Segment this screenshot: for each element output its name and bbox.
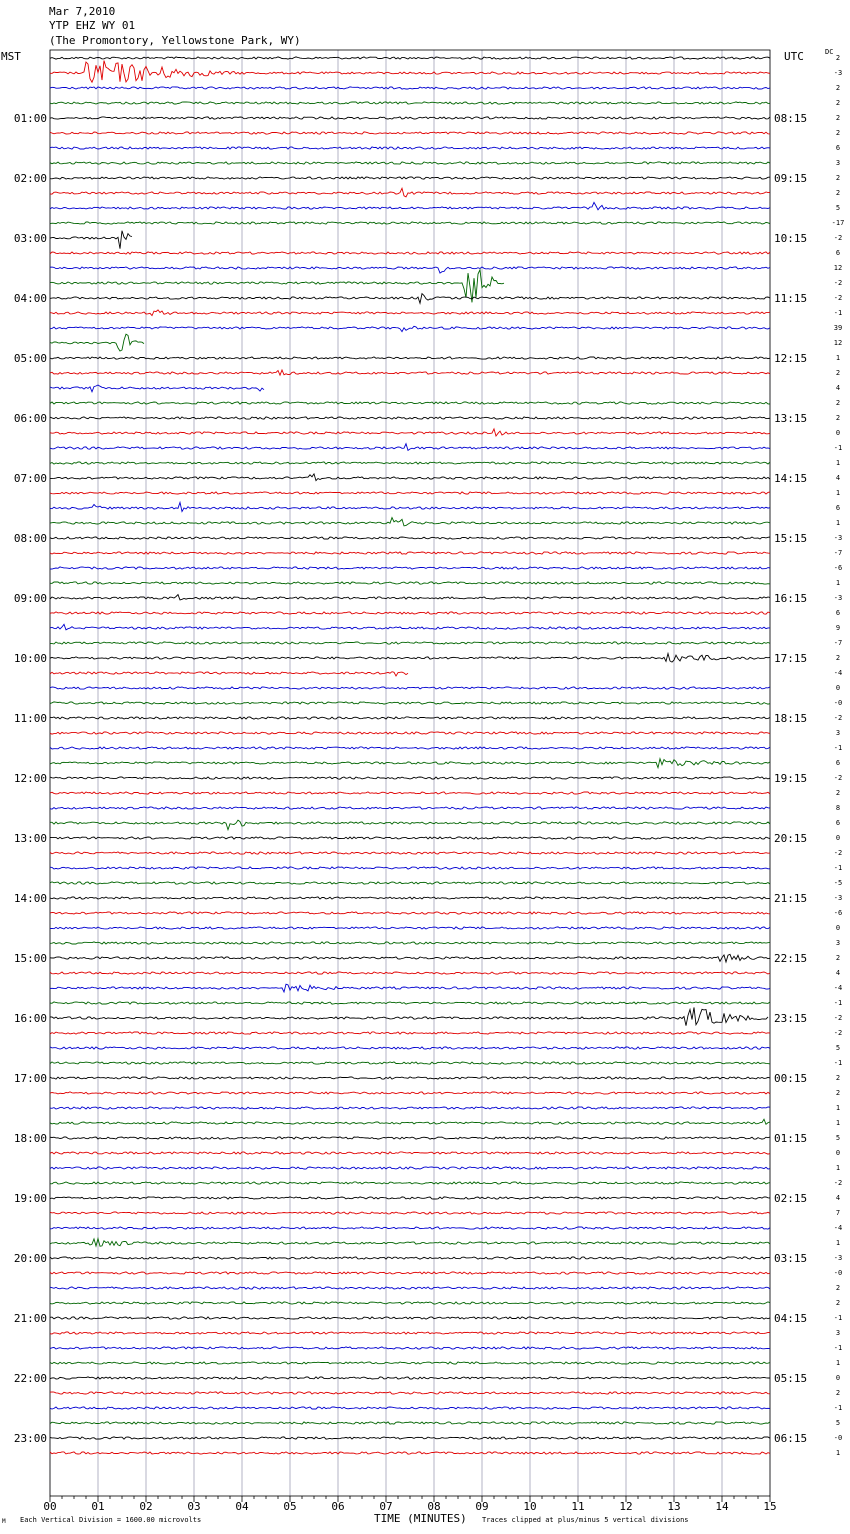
dc-offset-label: 12 xyxy=(833,339,843,347)
seismic-trace xyxy=(50,912,770,914)
seismic-trace xyxy=(50,942,770,944)
seismic-trace xyxy=(50,537,770,539)
seismic-trace xyxy=(50,702,770,704)
dc-offset-label: -6 xyxy=(833,564,843,572)
x-tick-label: 11 xyxy=(571,1500,585,1513)
dc-offset-label: 7 xyxy=(835,1209,841,1217)
dc-offset-label: -0 xyxy=(833,699,843,707)
dc-offset-label: 0 xyxy=(835,684,841,692)
utc-hour-label: 10:15 xyxy=(774,232,808,245)
dc-offset-label: -17 xyxy=(831,219,845,227)
mst-hour-label: 18:00 xyxy=(13,1132,47,1145)
x-tick-label: 13 xyxy=(667,1500,681,1513)
dc-offset-label: -4 xyxy=(833,984,843,992)
seismic-trace xyxy=(50,927,770,929)
dc-offset-label: 1 xyxy=(835,489,841,497)
x-axis-title: TIME (MINUTES) xyxy=(374,1512,467,1525)
seismic-trace xyxy=(50,1332,770,1334)
scale-note: Each Vertical Division = 1600.00 microvolts xyxy=(20,1516,202,1524)
seismic-trace xyxy=(50,462,770,464)
dc-offset-label: 2 xyxy=(835,84,841,92)
seismic-trace xyxy=(50,1392,770,1394)
dc-offset-label: -1 xyxy=(833,999,843,1007)
dc-offset-label: 1 xyxy=(835,1104,841,1112)
seismic-trace xyxy=(50,1167,770,1169)
corner-mark: M xyxy=(2,1518,6,1525)
seismic-trace xyxy=(50,1182,770,1184)
seismic-trace xyxy=(50,984,770,992)
seismic-trace xyxy=(50,1302,770,1304)
dc-offset-label: 6 xyxy=(835,144,841,152)
seismic-trace xyxy=(50,252,770,254)
seismic-trace xyxy=(50,326,770,331)
dc-offset-label: -2 xyxy=(833,849,843,857)
seismic-trace xyxy=(50,61,770,83)
dc-offset-label: 5 xyxy=(835,204,841,212)
dc-offset-label: 0 xyxy=(835,429,841,437)
mst-hour-label: 21:00 xyxy=(13,1312,47,1325)
utc-hour-label: 16:15 xyxy=(774,592,808,605)
dc-offset-label: 3 xyxy=(835,729,841,737)
station-location: (The Promontory, Yellowstone Park, WY) xyxy=(49,34,301,47)
utc-hour-label: 19:15 xyxy=(774,772,808,785)
x-tick-label: 10 xyxy=(523,1500,537,1513)
seismic-trace xyxy=(50,310,770,316)
seismic-trace xyxy=(50,1362,770,1364)
dc-offset-label: 2 xyxy=(835,54,841,62)
seismic-trace xyxy=(50,357,770,359)
x-tick-label: 00 xyxy=(43,1500,57,1513)
dc-offset-label: 2 xyxy=(835,414,841,422)
seismic-trace xyxy=(50,792,770,794)
dc-offset-label: 0 xyxy=(835,924,841,932)
utc-hour-label: 06:15 xyxy=(774,1432,808,1445)
dc-offset-label: 2 xyxy=(835,174,841,182)
seismic-trace xyxy=(50,385,264,392)
seismic-trace xyxy=(50,1227,770,1229)
dc-offset-label: 2 xyxy=(835,789,841,797)
dc-offset-label: 2 xyxy=(835,129,841,137)
utc-hour-label: 02:15 xyxy=(774,1192,808,1205)
dc-offset-label: -5 xyxy=(833,879,843,887)
mst-hour-label: 15:00 xyxy=(13,952,47,965)
seismic-trace xyxy=(50,612,770,614)
dc-offset-label: 2 xyxy=(835,1089,841,1097)
seismic-trace xyxy=(50,582,770,584)
dc-offset-label: 9 xyxy=(835,624,841,632)
dc-offset-label: 1 xyxy=(835,1119,841,1127)
dc-offset-label: 6 xyxy=(835,759,841,767)
dc-offset-label: 1 xyxy=(835,1239,841,1247)
seismic-trace xyxy=(50,1377,770,1379)
dc-offset-label: 2 xyxy=(835,189,841,197)
utc-hour-label: 20:15 xyxy=(774,832,808,845)
mst-hour-label: 19:00 xyxy=(13,1192,47,1205)
dc-offset-label: -2 xyxy=(833,774,843,782)
mst-hour-label: 14:00 xyxy=(13,892,47,905)
seismic-trace xyxy=(50,1007,768,1025)
dc-offset-label: -2 xyxy=(833,1179,843,1187)
dc-offset-label: 3 xyxy=(835,939,841,947)
seismic-trace xyxy=(50,222,770,224)
dc-offset-label: 39 xyxy=(833,324,843,332)
dc-offset-label: 2 xyxy=(835,399,841,407)
seismic-trace xyxy=(50,747,770,749)
dc-offset-label: 6 xyxy=(835,819,841,827)
utc-axis-title: UTC xyxy=(784,50,804,63)
dc-offset-label: -1 xyxy=(833,309,843,317)
utc-hour-label: 12:15 xyxy=(774,352,808,365)
seismic-trace xyxy=(50,1077,770,1079)
mst-hour-label: 17:00 xyxy=(13,1072,47,1085)
dc-offset-label: 6 xyxy=(835,504,841,512)
seismic-trace xyxy=(50,177,770,179)
dc-offset-label: 2 xyxy=(835,369,841,377)
utc-hour-label: 00:15 xyxy=(774,1072,808,1085)
mst-hour-label: 12:00 xyxy=(13,772,47,785)
dc-offset-label: -1 xyxy=(833,444,843,452)
dc-offset-label: 3 xyxy=(835,159,841,167)
seismic-trace xyxy=(50,732,770,734)
seismic-trace xyxy=(50,1239,770,1247)
dc-offset-label: -2 xyxy=(833,714,843,722)
dc-offset-label: -0 xyxy=(833,1434,843,1442)
dc-offset-label: 1 xyxy=(835,459,841,467)
x-tick-label: 06 xyxy=(331,1500,345,1513)
dc-offset-label: -3 xyxy=(833,69,843,77)
utc-hour-label: 22:15 xyxy=(774,952,808,965)
dc-offset-label: -3 xyxy=(833,594,843,602)
seismic-trace xyxy=(50,1287,770,1289)
seismic-trace xyxy=(50,474,770,481)
seismic-trace xyxy=(50,1119,770,1124)
mst-hour-label: 22:00 xyxy=(13,1372,47,1385)
utc-hour-label: 15:15 xyxy=(774,532,808,545)
seismic-trace xyxy=(50,897,770,899)
seismic-trace xyxy=(50,1032,770,1034)
mst-hour-label: 20:00 xyxy=(13,1252,47,1265)
dc-offset-label: -1 xyxy=(833,1404,843,1412)
seismic-trace xyxy=(50,1452,770,1454)
seismic-trace xyxy=(50,1107,770,1109)
dc-offset-label: 2 xyxy=(835,1284,841,1292)
seismic-trace xyxy=(50,1062,770,1064)
dc-offset-label: 8 xyxy=(835,804,841,812)
seismic-trace xyxy=(50,444,770,451)
seismic-trace xyxy=(50,1047,770,1049)
utc-hour-label: 13:15 xyxy=(774,412,808,425)
seismic-trace xyxy=(50,672,408,676)
seismic-trace xyxy=(50,882,770,884)
dc-offset-label: 4 xyxy=(835,1194,841,1202)
dc-offset-label: 0 xyxy=(835,1374,841,1382)
dc-offset-label: -2 xyxy=(833,234,843,242)
dc-offset-label: -4 xyxy=(833,669,843,677)
dc-offset-label: 4 xyxy=(835,969,841,977)
dc-offset-label: -3 xyxy=(833,534,843,542)
mst-hour-label: 01:00 xyxy=(13,112,47,125)
seismic-trace xyxy=(50,429,770,436)
seismic-trace xyxy=(50,1347,770,1349)
seismic-trace xyxy=(50,717,770,719)
seismic-trace xyxy=(50,687,770,689)
seismic-trace xyxy=(50,642,770,644)
seismic-trace xyxy=(50,231,132,249)
dc-offset-label: -2 xyxy=(833,1029,843,1037)
dc-offset-label: 1 xyxy=(835,519,841,527)
x-tick-label: 14 xyxy=(715,1500,729,1513)
mst-hour-label: 13:00 xyxy=(13,832,47,845)
seismic-trace xyxy=(50,1437,770,1439)
dc-offset-label: -1 xyxy=(833,1059,843,1067)
seismic-trace xyxy=(50,567,770,569)
x-tick-label: 03 xyxy=(187,1500,201,1513)
x-tick-label: 04 xyxy=(235,1500,249,1513)
seismic-trace xyxy=(50,624,770,630)
seismic-trace xyxy=(50,1137,770,1139)
utc-hour-label: 03:15 xyxy=(774,1252,808,1265)
seismic-trace xyxy=(50,518,770,526)
seismic-trace xyxy=(50,595,770,600)
x-tick-label: 12 xyxy=(619,1500,633,1513)
dc-offset-label: -2 xyxy=(833,1014,843,1022)
dc-offset-label: -1 xyxy=(833,744,843,752)
mst-hour-label: 10:00 xyxy=(13,652,47,665)
mst-hour-label: 07:00 xyxy=(13,472,47,485)
seismic-trace xyxy=(50,202,770,209)
utc-hour-label: 18:15 xyxy=(774,712,808,725)
utc-hour-label: 14:15 xyxy=(774,472,808,485)
mst-hour-label: 09:00 xyxy=(13,592,47,605)
dc-offset-label: 3 xyxy=(835,1329,841,1337)
mst-hour-label: 05:00 xyxy=(13,352,47,365)
dc-offset-label: 4 xyxy=(835,474,841,482)
mst-hour-label: 04:00 xyxy=(13,292,47,305)
dc-offset-label: 6 xyxy=(835,609,841,617)
dc-offset-label: 12 xyxy=(833,264,843,272)
utc-hour-label: 17:15 xyxy=(774,652,808,665)
seismic-trace xyxy=(50,132,770,134)
dc-offset-label: -1 xyxy=(833,1344,843,1352)
seismic-trace xyxy=(50,867,770,869)
mst-hour-label: 08:00 xyxy=(13,532,47,545)
seismic-trace xyxy=(50,1092,770,1094)
dc-offset-label: 2 xyxy=(835,1389,841,1397)
dc-offset-label: 2 xyxy=(835,654,841,662)
dc-offset-label: -4 xyxy=(833,1224,843,1232)
mst-axis-title: MST xyxy=(1,50,21,63)
dc-offset-label: -1 xyxy=(833,864,843,872)
utc-hour-label: 05:15 xyxy=(774,1372,808,1385)
dc-offset-label: 1 xyxy=(835,579,841,587)
seismic-trace xyxy=(50,1197,770,1199)
seismic-trace xyxy=(50,852,770,854)
dc-offset-label: 2 xyxy=(835,1299,841,1307)
dc-offset-label: 1 xyxy=(835,1359,841,1367)
seismic-trace xyxy=(50,492,770,494)
dc-offset-label: 1 xyxy=(835,354,841,362)
seismic-trace xyxy=(50,972,770,974)
x-tick-label: 07 xyxy=(379,1500,393,1513)
seismic-trace xyxy=(50,954,770,962)
dc-offset-label: 4 xyxy=(835,384,841,392)
seismic-trace xyxy=(50,102,770,104)
seismic-trace xyxy=(50,1002,770,1004)
dc-offset-label: 5 xyxy=(835,1044,841,1052)
mst-hour-label: 11:00 xyxy=(13,712,47,725)
seismic-trace xyxy=(50,417,770,419)
dc-offset-label: 1 xyxy=(835,1449,841,1457)
seismic-trace xyxy=(50,837,770,839)
seismic-trace xyxy=(50,57,770,59)
utc-hour-label: 11:15 xyxy=(774,292,808,305)
dc-offset-label: 2 xyxy=(835,954,841,962)
seismic-trace xyxy=(50,502,770,511)
seismic-trace xyxy=(50,1152,770,1154)
dc-offset-label: -2 xyxy=(833,279,843,287)
mst-hour-label: 16:00 xyxy=(13,1012,47,1025)
station-code: YTP EHZ WY 01 xyxy=(49,19,136,32)
seismic-trace xyxy=(50,1272,770,1274)
utc-hour-label: 01:15 xyxy=(774,1132,808,1145)
mst-hour-label: 06:00 xyxy=(13,412,47,425)
dc-offset-label: -1 xyxy=(833,1314,843,1322)
mst-hour-label: 02:00 xyxy=(13,172,47,185)
dc-offset-label: 2 xyxy=(835,114,841,122)
dc-offset-label: 5 xyxy=(835,1134,841,1142)
seismic-trace xyxy=(50,117,770,119)
x-tick-label: 05 xyxy=(283,1500,297,1513)
seismic-trace xyxy=(50,162,770,164)
utc-hour-label: 08:15 xyxy=(774,112,808,125)
mst-hour-label: 23:00 xyxy=(13,1432,47,1445)
seismic-trace xyxy=(50,759,770,768)
seismic-trace xyxy=(50,1257,770,1259)
dc-offset-label: 5 xyxy=(835,1419,841,1427)
seismic-trace xyxy=(50,370,770,375)
dc-offset-label: 0 xyxy=(835,834,841,842)
x-tick-label: 02 xyxy=(139,1500,153,1513)
seismic-trace xyxy=(50,777,770,779)
seismic-trace xyxy=(50,267,770,273)
dc-offset-label: 0 xyxy=(835,1149,841,1157)
dc-offset-label: -2 xyxy=(833,294,843,302)
dc-offset-label: -0 xyxy=(833,1269,843,1277)
seismic-trace xyxy=(50,294,770,304)
dc-offset-label: -7 xyxy=(833,549,843,557)
dc-offset-label: -7 xyxy=(833,639,843,647)
seismic-trace xyxy=(50,1407,770,1409)
x-tick-label: 09 xyxy=(475,1500,489,1513)
dc-offset-label: 2 xyxy=(835,1074,841,1082)
utc-hour-label: 09:15 xyxy=(774,172,808,185)
clip-note: Traces clipped at plus/minus 5 vertical divisions xyxy=(482,1516,689,1524)
x-tick-label: 08 xyxy=(427,1500,441,1513)
dc-offset-label: -6 xyxy=(833,909,843,917)
seismic-trace xyxy=(50,1317,770,1319)
seismic-trace xyxy=(50,820,770,830)
seismic-trace xyxy=(50,188,770,197)
seismic-trace xyxy=(50,1422,770,1424)
dc-offset-label: 1 xyxy=(835,1164,841,1172)
x-tick-label: 15 xyxy=(763,1500,777,1513)
seismic-trace xyxy=(50,87,770,89)
x-tick-label: 01 xyxy=(91,1500,105,1513)
plot-date: Mar 7,2010 xyxy=(49,5,116,18)
seismic-trace xyxy=(50,334,144,351)
dc-offset-label: -3 xyxy=(833,1254,843,1262)
dc-offset-label: -3 xyxy=(833,894,843,902)
utc-hour-label: 23:15 xyxy=(774,1012,808,1025)
seismic-trace xyxy=(50,807,770,809)
seismic-trace xyxy=(50,1212,770,1214)
dc-offset-label: 2 xyxy=(835,99,841,107)
utc-hour-label: 21:15 xyxy=(774,892,808,905)
dc-offset-label: 6 xyxy=(835,249,841,257)
mst-hour-label: 03:00 xyxy=(13,232,47,245)
seismic-trace xyxy=(50,552,770,554)
seismic-trace xyxy=(50,402,770,404)
dc-axis-title: DC xyxy=(825,48,834,56)
seismic-trace xyxy=(50,654,770,663)
seismic-trace xyxy=(50,147,770,149)
utc-hour-label: 04:15 xyxy=(774,1312,808,1325)
